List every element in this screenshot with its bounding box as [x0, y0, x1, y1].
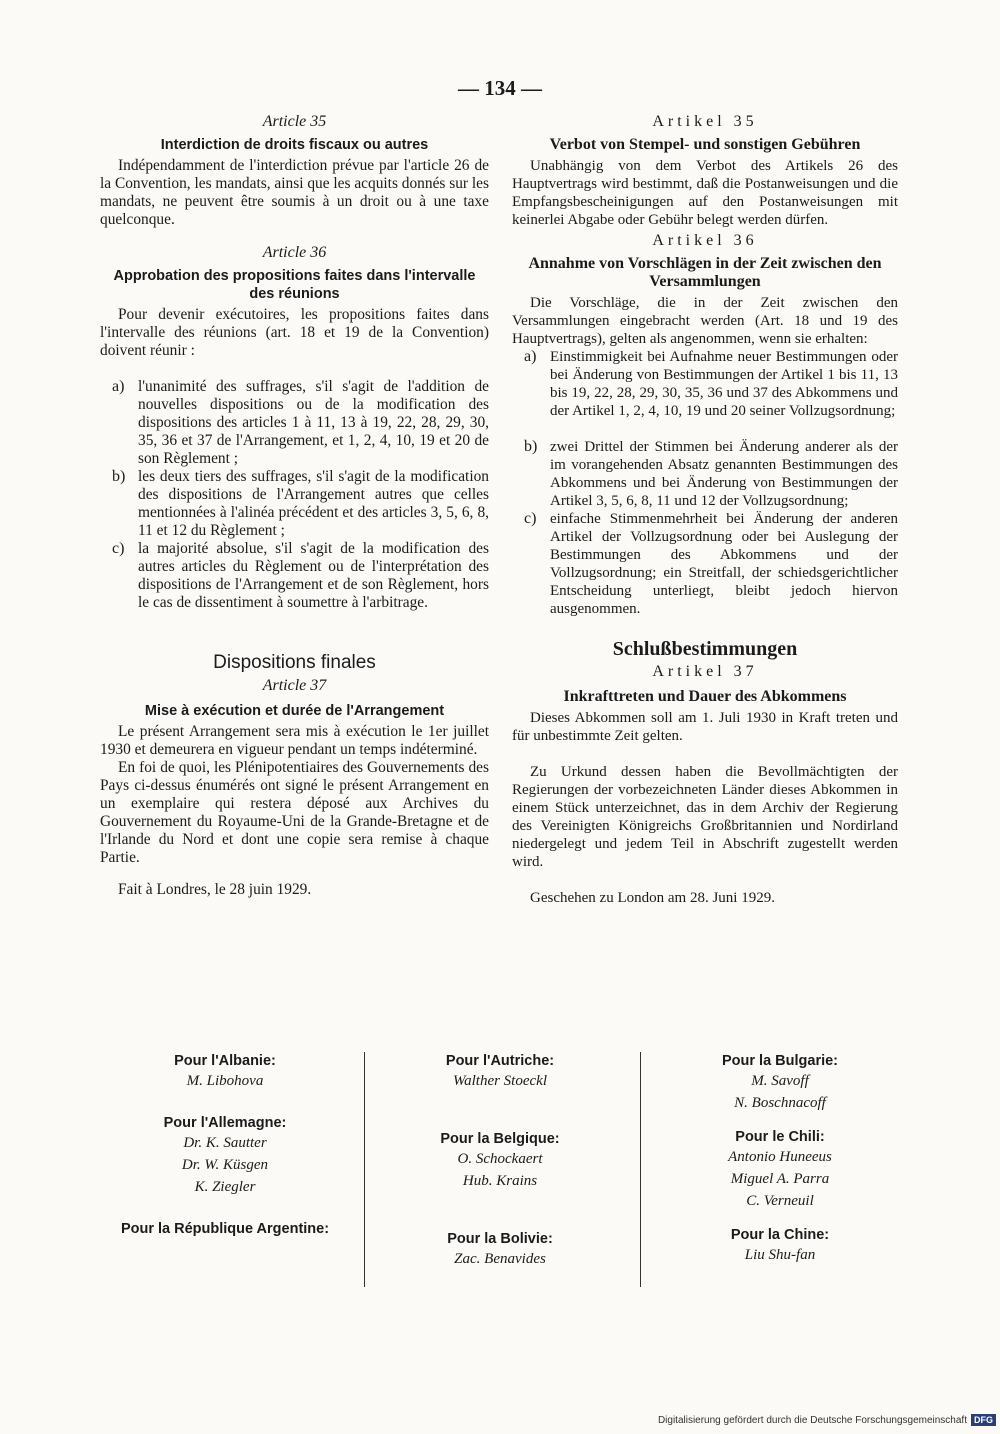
signatory-country: Pour l'Allemagne:	[163, 1115, 287, 1131]
dfg-logo: DFG	[971, 1414, 996, 1426]
article-37-text: Le présent Arrangement sera mis à exécution le 1er juillet 1930 et demeurera en vigueur pendant un temps indéterminé.	[100, 723, 489, 758]
article-35-text: Indépendamment de l'interdiction prévue par l'article 26 de la Convention, les mandats, ainsi que les acquits donnés sur les mandats, ne peuvent être soumis à un droit ou à une taxe quelconque.	[100, 157, 489, 228]
signatory-name: Hub. Krains	[462, 1173, 538, 1189]
signatory-name: C. Verneuil	[746, 1193, 814, 1209]
signatory-country: Pour la Bulgarie:	[721, 1053, 839, 1069]
article-37-title: Article 37	[262, 677, 327, 694]
signatory-name: Walther Stoeckl	[452, 1073, 547, 1089]
column-divider	[640, 1052, 641, 1287]
signatory-name: Zac. Benavides	[454, 1251, 546, 1267]
article-36-title-de: Artikel 36	[652, 232, 758, 249]
list-item: c) einfache Stimmenmehrheit bei Änderung der anderen Artikel der Vollzugsordnung oder bei Auslegung der Bestimmungen des Abkommens und der Vollzugsordnung; ein Streitfall, der schiedsgerichtlicher Entscheidung unterliegt, bleibt jedoch hiervon ausgenommen.	[524, 510, 898, 617]
column-divider	[364, 1052, 365, 1287]
article-35-title-de: Artikel 35	[652, 113, 758, 130]
article-37-heading-de: Inkrafttreten und Dauer des Abkommens	[563, 688, 847, 705]
list-item: b) zwei Drittel der Stimmen bei Änderung anderer als der im vorangehenden Absatz genannten Bestimmungen des Abkommens und bei Änderung von Bestimmungen der Artikel 3, 5, 6, 8, 11 und 12 der Vollzugsordnung;	[524, 438, 898, 509]
signatory-country: Pour la Bolivie:	[447, 1231, 553, 1247]
article-35-text-de: Unabhängig von dem Verbot des Artikels 26 des Hauptvertrags wird bestimmt, daß die Postanweisungen und die Empfangsbescheinigungen auf den Postanweisungen mit keinerlei Abgabe oder Gebühr belegt werden dürfen.	[512, 158, 898, 228]
done-at-de: Geschehen zu London am 28. Juni 1929.	[530, 890, 775, 906]
final-provisions-heading-de: Schlußbestimmungen	[612, 638, 798, 660]
article-35-heading-de: Verbot von Stempel- und sonstigen Gebühren	[549, 136, 861, 153]
article-36-heading-de: Annahme von Vorschlägen in der Zeit zwischen den Versammlungen	[528, 255, 882, 290]
list-item: b) les deux tiers des suffrages, s'il s'agit de la modification des dispositions de l'Arrangement autres que celles mentionnées à l'alinéa précédent et des articles 3, 5, 6, 8, 11 et 12 du Règlement ;	[112, 468, 489, 539]
signatory-name: M. Savoff	[751, 1073, 809, 1089]
article-36-text: Pour devenir exécutoires, les propositions faites dans l'intervalle des réunions (art. 18 et 19 de la Convention) doivent réunir :	[100, 306, 489, 359]
page-number: — 134 —	[458, 76, 542, 100]
signatory-name: Miguel A. Parra	[730, 1171, 830, 1187]
article-37-text-de: Dieses Abkommen soll am 1. Juli 1930 in Kraft treten und für unbestimmte Zeit gelten.	[512, 710, 898, 744]
signatory-name: M. Libohova	[186, 1073, 264, 1089]
footer-text: Digitalisierung gefördert durch die Deutsche Forschungsgemeinschaft	[657, 1415, 967, 1426]
signatory-country: Pour le Chili:	[735, 1129, 825, 1145]
final-provisions-heading: Dispositions finales	[213, 652, 376, 673]
signatory-country: Pour l'Autriche:	[445, 1053, 555, 1069]
signatory-name: Antonio Huneeus	[728, 1149, 832, 1165]
signatory-country: Pour la Belgique:	[440, 1131, 560, 1147]
article-37-title-de: Artikel 37	[652, 663, 758, 680]
article-37-heading: Mise à exécution et durée de l'Arrangement	[144, 703, 445, 719]
article-35-heading: Interdiction de droits fiscaux ou autres	[160, 137, 429, 153]
signatory-name: N. Boschnacoff	[734, 1095, 826, 1111]
witness-clause-de: Zu Urkund dessen haben die Bevollmächtigten der Regierungen der vorbezeichneten Länder dieses Abkommen in einem Stück unterzeichnet, das in dem Archiv der Regierung des Vereinigten Königreichs Großbritannien und Nordirland niedergelegt und jedem Teil in Abschrift zugestellt werden wird.	[512, 764, 898, 870]
signatory-name: Dr. W. Küsgen	[181, 1157, 269, 1173]
witness-clause: En foi de quoi, les Plénipotentiaires des Gouvernements des Pays ci-dessus énumérés ont signé le présent Arrangement en un exemplaire qui restera déposé aux Archives du Gouvernement du Royaume-Uni de la Grande-Bretagne et de l'Irlande du Nord et dont une copie sera remise à chaque Partie.	[100, 759, 489, 866]
signatures-column-1	[95, 1052, 355, 1238]
signatory-name: O. Schockaert	[457, 1151, 543, 1167]
article-36-title: Article 36	[262, 244, 327, 261]
french-column	[100, 112, 489, 899]
signatory-country: Pour l'Albanie:	[174, 1053, 276, 1069]
signatory-name: K. Ziegler	[194, 1179, 256, 1195]
signatory-country: Pour la Chine:	[730, 1227, 830, 1243]
signatures-column-2	[370, 1052, 630, 1270]
done-at: Fait à Londres, le 28 juin 1929.	[118, 881, 312, 898]
article-35-title: Article 35	[262, 113, 327, 130]
article-36-text-de: Die Vorschläge, die in der Zeit zwischen den Versammlungen eingebracht werden (Art. 18 und 19 des Hauptvertrags), gelten als angenommen, wenn sie erhalten:	[512, 295, 898, 347]
list-item: a) l'unanimité des suffrages, s'il s'agit de l'addition de nouvelles dispositions ou de la modification des dispositions des articles 1 à 11, 13 à 19, 22, 28, 29, 30, 35, 36 et 37 de l'Arrangement, et 1, 2, 4, 10, 19 et 20 de son Règlement ;	[112, 378, 489, 467]
digitization-footer	[658, 1414, 996, 1426]
signatures-column-3	[650, 1052, 910, 1266]
signatory-name: Liu Shu-fan	[744, 1247, 816, 1263]
signatory-country: Pour la République Argentine:	[120, 1221, 330, 1237]
signatory-name: Dr. K. Sautter	[183, 1135, 267, 1151]
list-item: a) Einstimmigkeit bei Aufnahme neuer Bestimmungen oder bei Änderung von Bestimmungen der Artikel 1 bis 11, 13 bis 19, 22, 28, 29, 30, 35, 36 und 37 des Abkommens und der Artikel 1, 2, 4, 10, 19 und 20 seiner Vollzugsordnung;	[524, 348, 898, 419]
list-item: c) la majorité absolue, s'il s'agit de la modification des autres articles du Règlement ou de l'interprétation des dispositions de l'Arrangement et de son Règlement, hors le cas de dissentiment à soumettre à l'arbitrage.	[112, 540, 489, 611]
german-column	[512, 112, 898, 907]
article-36-heading: Approbation des propositions faites dans l'intervalle des réunions	[113, 268, 476, 302]
